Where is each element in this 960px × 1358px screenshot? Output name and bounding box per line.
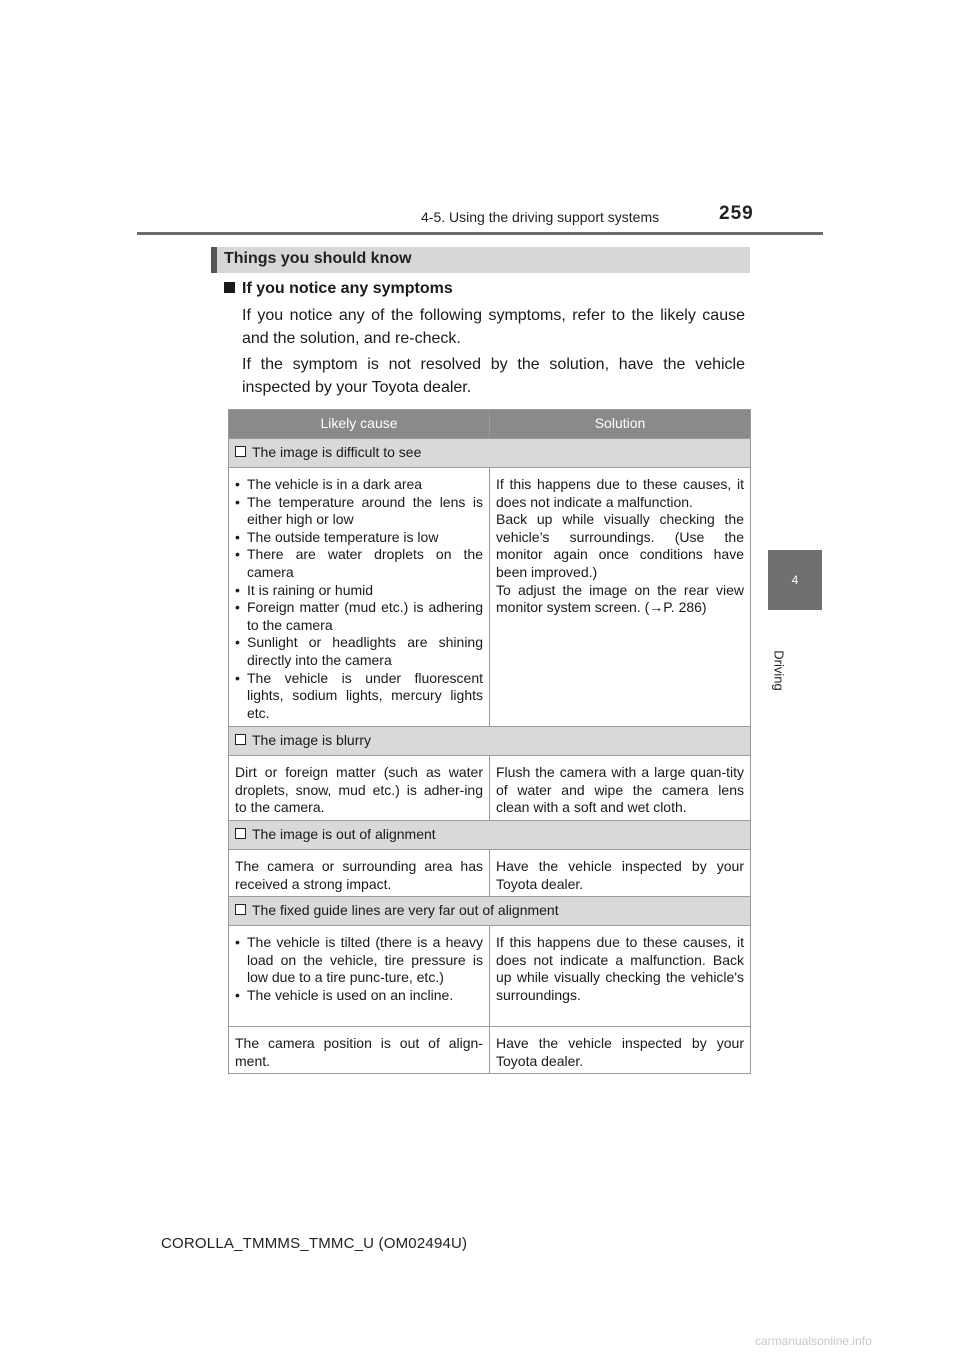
category-label: The image is out of alignment bbox=[252, 826, 436, 843]
watermark: carmanualsonline.info bbox=[755, 1334, 872, 1348]
symptoms-paragraph-2: If the symptom is not resolved by the solution, have the vehicle inspected by your Toyota dealer. bbox=[242, 356, 745, 396]
list-item: • The vehicle is tilted (there is a heavy load on the vehicle, tire pressure is low due to a tire punc-ture, etc.) bbox=[235, 934, 483, 987]
list-item: • The outside temperature is low bbox=[235, 529, 483, 547]
solution-cell: If this happens due to these causes, it does not indicate a malfunction. Back up while visually checking the vehicle's surroundings. bbox=[490, 926, 751, 1027]
chapter-tab[interactable] bbox=[768, 550, 822, 610]
list-item: • It is raining or humid bbox=[235, 582, 483, 600]
solution-cell bbox=[490, 468, 751, 727]
solution-cell: Flush the camera with a large quan-tity of water and wipe the camera lens clean with a soft and wet cloth. bbox=[490, 756, 751, 821]
chapter-label: Driving bbox=[771, 649, 787, 691]
cause-list bbox=[235, 476, 483, 722]
cause-cell: Dirt or foreign matter (such as water droplets, snow, mud etc.) is adher-ing to the camera. bbox=[229, 756, 490, 821]
square-bullet-icon bbox=[224, 282, 235, 293]
list-item: • The temperature around the lens is either high or low bbox=[235, 494, 483, 529]
banner-accent-bar bbox=[211, 247, 217, 273]
checkbox-icon bbox=[235, 828, 246, 839]
solution-line: To adjust the image on the rear view monitor system screen. (→P. 286) bbox=[496, 581, 744, 616]
solution-line: If this happens due to these causes, it does not indicate a malfunction. bbox=[496, 476, 744, 510]
cause-cell bbox=[229, 926, 490, 1027]
cause-cell: The camera or surrounding area has received a strong impact. bbox=[229, 850, 490, 897]
category-row bbox=[229, 897, 751, 926]
category-row bbox=[229, 821, 751, 850]
category-label: The image is difficult to see bbox=[252, 444, 422, 461]
section-title: 4-5. Using the driving support systems bbox=[421, 209, 660, 225]
table-row bbox=[229, 468, 751, 727]
category-label: The image is blurry bbox=[252, 732, 372, 749]
list-item: • Foreign matter (mud etc.) is adhering to the camera bbox=[235, 599, 483, 634]
chapter-number: 4 bbox=[791, 573, 799, 587]
page-number: 259 bbox=[719, 203, 754, 224]
solution-cell: Have the vehicle inspected by your Toyota dealer. bbox=[490, 850, 751, 897]
header-divider bbox=[137, 232, 823, 235]
table-row bbox=[229, 850, 751, 897]
list-item: • The vehicle is under fluorescent lights, sodium lights, mercury lights etc. bbox=[235, 670, 483, 723]
table-row bbox=[229, 1027, 751, 1074]
table-row bbox=[229, 756, 751, 821]
cause-cell: The camera position is out of align-ment. bbox=[229, 1027, 490, 1074]
banner-title: Things you should know bbox=[224, 250, 412, 267]
solution-line: Back up while visually checking the vehicle’s surroundings. (Use the monitor again once conditions have been improved.) bbox=[496, 511, 744, 580]
list-item: • Sunlight or headlights are shining directly into the camera bbox=[235, 634, 483, 669]
solution-cell: Have the vehicle inspected by your Toyota dealer. bbox=[490, 1027, 751, 1074]
document-footer: COROLLA_TMMMS_TMMC_U (OM02494U) bbox=[161, 1235, 468, 1252]
table-header-row bbox=[229, 410, 751, 439]
column-header-likely-cause: Likely cause bbox=[229, 410, 490, 439]
checkbox-icon bbox=[235, 904, 246, 915]
symptoms-heading: If you notice any symptoms bbox=[224, 280, 453, 298]
info-banner bbox=[211, 247, 750, 273]
list-item: • The vehicle is in a dark area bbox=[235, 476, 483, 494]
symptoms-paragraph-1: If you notice any of the following symptoms, refer to the likely cause and the solution, and re-check. bbox=[242, 307, 745, 347]
table-row bbox=[229, 926, 751, 1027]
cause-solution-table bbox=[228, 409, 751, 1074]
category-row bbox=[229, 727, 751, 756]
cause-cell bbox=[229, 468, 490, 727]
category-row bbox=[229, 439, 751, 468]
list-item: • The vehicle is used on an incline. bbox=[235, 987, 483, 1005]
checkbox-icon bbox=[235, 734, 246, 745]
checkbox-icon bbox=[235, 446, 246, 457]
category-label: The fixed guide lines are very far out of alignment bbox=[252, 902, 559, 919]
list-item: • There are water droplets on the camera bbox=[235, 546, 483, 581]
column-header-solution: Solution bbox=[490, 410, 751, 439]
cause-list bbox=[235, 934, 483, 1004]
